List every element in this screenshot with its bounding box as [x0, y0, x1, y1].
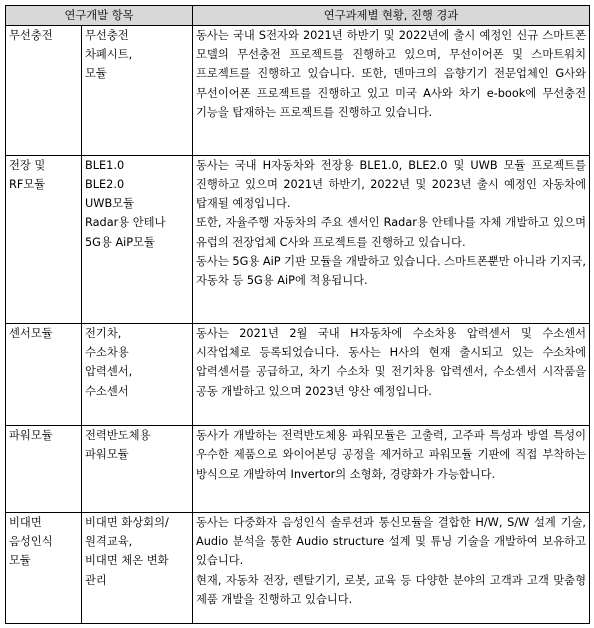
item-line: Radar용 안테나	[85, 216, 166, 230]
area-cell: 무선충전	[6, 26, 82, 156]
item-line: BLE2.0	[85, 177, 125, 191]
item-line: 전기차,	[85, 326, 122, 340]
item-line: UWB모듈	[85, 197, 135, 211]
area-cell: 센서모듈	[6, 323, 82, 425]
item-line: 5G용 AiP모듈	[85, 235, 155, 249]
table-row	[6, 512, 590, 623]
item-line: 차폐시트,	[85, 48, 133, 62]
items-cell	[82, 26, 193, 156]
description-cell	[193, 26, 590, 156]
item-line: 전력반도체용 파워모듈	[85, 429, 151, 462]
description-paragraph: 동사는 2021년 2월 국내 H자동차에 수소차용 압력센서 및 수소센서 시작업체로 등록되었습니다. 동사는 H사의 현재 출시되고 있는 수소차에 압력센서를 공급하고, 차기 수소차 및 전기차용 압력센서, 수소센서 시작품을 공동 개발하고 있으며 2023년 양산 예정입니다.	[196, 326, 586, 398]
description-cell	[193, 512, 590, 623]
items-cell	[82, 323, 193, 425]
item-line: 압력센서,	[85, 365, 133, 379]
description-cell	[193, 426, 590, 513]
header-project-status: 연구과제별 현황, 진행 경과	[193, 6, 590, 26]
item-line: BLE1.0	[85, 158, 125, 172]
rnd-status-table	[5, 5, 590, 624]
item-line: 모듈	[85, 67, 107, 81]
table-row	[6, 426, 590, 513]
description-paragraph: 동사는 다중화자 음성인식 솔루션과 통신모듈을 결합한 H/W, S/W 설계 기술, Audio 분석을 통한 Audio structure 설계 및 튜닝 기술을 개발하여 보유하고 있습니다.	[196, 515, 586, 568]
area-cell: 전장 및 RF모듈	[6, 155, 82, 323]
table-row	[6, 323, 590, 425]
description-cell	[193, 155, 590, 323]
table-row	[6, 155, 590, 323]
header-rnd-item: 연구개발 항목	[6, 6, 193, 26]
item-line: 수소센서	[85, 384, 129, 398]
item-line: 무선충전	[85, 29, 129, 42]
description-paragraph: 또한, 자율주행 자동차의 주요 센서인 Radar용 안테나를 자체 개발하고 있으며 유럽의 전장업체 C사와 프로젝트를 진행하고 있습니다.	[196, 216, 586, 249]
area-cell: 비대면 음성인식 모듈	[6, 512, 82, 623]
items-cell	[82, 426, 193, 513]
item-line: 수소차용	[85, 346, 129, 360]
description-paragraph: 동사는 5G용 AiP 기판 모듈을 개발하고 있습니다. 스마트폰뿐만 아니라 기지국, 자동차 등 5G용 AiP에 적용됩니다.	[196, 254, 586, 287]
description-paragraph: 동사는 국내 S전자와 2021년 하반기 및 2022년에 출시 예정인 신규 스마트폰 모델의 무선충전 프로젝트를 진행하고 있으며, 무선이어폰 및 스마트워치 프로젝트를 진행하고 있습니다. 또한, 덴마크의 음향기기 전문업체인 G사와 무선이어폰 프로젝트를 진행하고 있고 미국 A사와 차기 e-book에 무선충전 기능을 탑재하는 프로젝트를 진행하고 있습니다.	[196, 29, 586, 119]
description-cell	[193, 323, 590, 425]
area-cell: 파워모듈	[6, 426, 82, 513]
description-paragraph: 현재, 자동차 전장, 렌탈기기, 로봇, 교육 등 다양한 분야의 고객과 고객 맞춤형 제품 개발을 진행하고 있습니다.	[196, 573, 586, 606]
table-row	[6, 26, 590, 156]
item-line: 비대면 화상회의/원격교육,	[85, 515, 169, 549]
description-paragraph: 동사가 개발하는 전력반도체용 파워모듈은 고출력, 고주파 특성과 방열 특성이 우수한 제품으로 와이어본딩 공정을 제거하고 파워모듈 기판에 직접 부착하는 방식으로 개발하여 Invertor의 소형화, 경량화가 가능합니다.	[196, 429, 586, 481]
table-header-row	[6, 6, 590, 26]
items-cell	[82, 512, 193, 623]
items-cell	[82, 155, 193, 323]
description-paragraph: 동사는 국내 H자동차와 전장용 BLE1.0, BLE2.0 및 UWB 모듈 프로젝트를 진행하고 있으며 2021년 하반기, 2022년 및 2023년 출시 예정인 자동차에 탑재될 예정입니다.	[196, 158, 586, 211]
item-line: 비대면 체온 변화 관리	[85, 554, 169, 587]
